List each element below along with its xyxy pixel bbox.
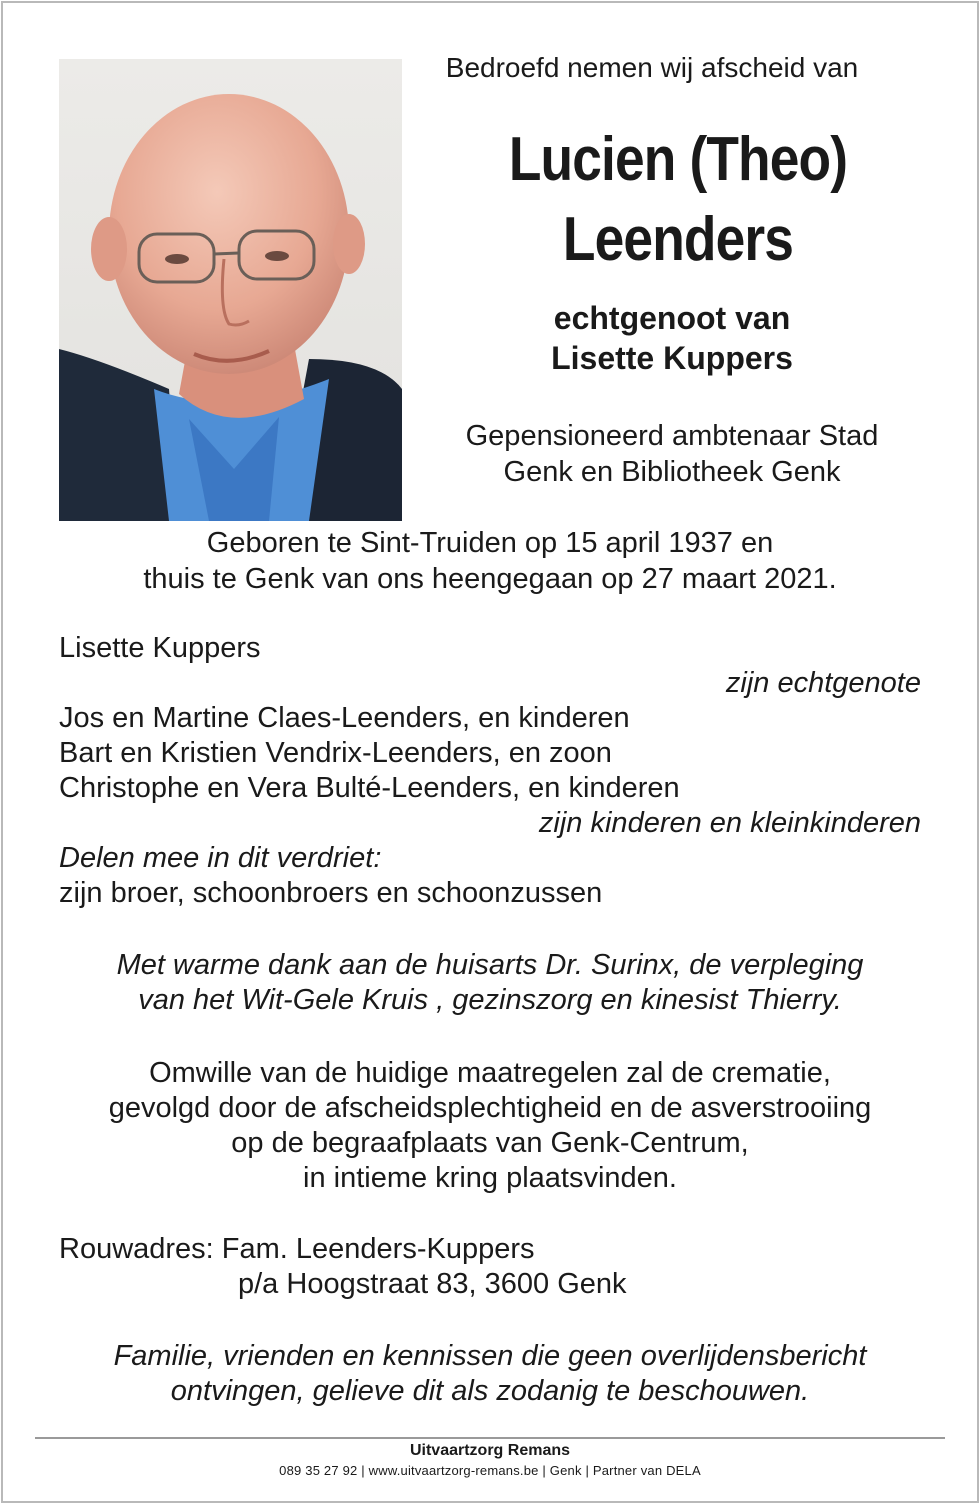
share-heading: Delen mee in dit verdriet:: [59, 842, 382, 874]
ceremony-line: Omwille van de huidige maatregelen zal de crematie,: [149, 1057, 831, 1089]
spouse-name: Lisette Kuppers: [59, 632, 261, 664]
funeral-home-details: 089 35 27 92 | www.uitvaartzorg-remans.be | Genk | Partner van DELA: [279, 1463, 701, 1478]
thanks-line: Met warme dank aan de huisarts Dr. Surinx, de verpleging: [116, 949, 864, 981]
birth-death-info: [0, 525, 980, 597]
ceremony-line: gevolgd door de afscheidsplechtigheid en de asverstrooiing: [108, 1092, 872, 1124]
address-line-2: p/a Hoogstraat 83, 3600 Genk: [238, 1268, 627, 1300]
spouse-heading: [430, 298, 914, 378]
thanks-text: [0, 948, 980, 1018]
intro-text: Bedroefd nemen wij afscheid van: [445, 52, 859, 83]
thanks-line: van het Wit-Gele Kruis , gezinszorg en kinesist Thierry.: [138, 984, 842, 1016]
children-role: zijn kinderen en kleinkinderen: [538, 807, 921, 839]
occupation: [430, 418, 914, 490]
child-line: Christophe en Vera Bulté-Leenders, en kinderen: [59, 772, 680, 804]
child-line: Bart en Kristien Vendrix-Leenders, en zoon: [59, 737, 612, 769]
job-line-2: Genk en Bibliotheek Genk: [503, 456, 841, 488]
spouse-line-2: Lisette Kuppers: [551, 340, 793, 376]
address-line-1: Rouwadres: Fam. Leenders-Kuppers: [59, 1233, 535, 1265]
name-line-2: Leenders: [562, 205, 794, 274]
child-line: Jos en Martine Claes-Leenders, en kinderen: [59, 702, 630, 734]
name-line-1: Lucien (Theo): [508, 125, 848, 194]
deceased-name: [465, 120, 892, 280]
notice-line: Familie, vrienden en kennissen die geen overlijdensbericht: [113, 1340, 867, 1372]
ceremony-line: op de begraafplaats van Genk-Centrum,: [231, 1127, 749, 1159]
share-line: zijn broer, schoonbroers en schoonzussen: [59, 877, 603, 909]
ceremony-line: in intieme kring plaatsvinden.: [303, 1162, 677, 1194]
job-line-1: Gepensioneerd ambtenaar Stad: [465, 420, 879, 452]
notice-text: [0, 1339, 980, 1409]
born-line-2: thuis te Genk van ons heengegaan op 27 maart 2021.: [143, 563, 837, 595]
spouse-line-1: echtgenoot van: [553, 300, 791, 336]
portrait-photo: [59, 59, 402, 521]
funeral-home-name: Uitvaartzorg Remans: [409, 1442, 571, 1459]
footer-divider: [35, 1437, 945, 1439]
spouse-role: zijn echtgenote: [725, 667, 921, 699]
notice-line: ontvingen, gelieve dit als zodanig te beschouwen.: [170, 1375, 810, 1407]
ceremony-text: [0, 1056, 980, 1196]
family-list: [59, 631, 921, 911]
born-line-1: Geboren te Sint-Truiden op 15 april 1937 en: [206, 527, 774, 559]
